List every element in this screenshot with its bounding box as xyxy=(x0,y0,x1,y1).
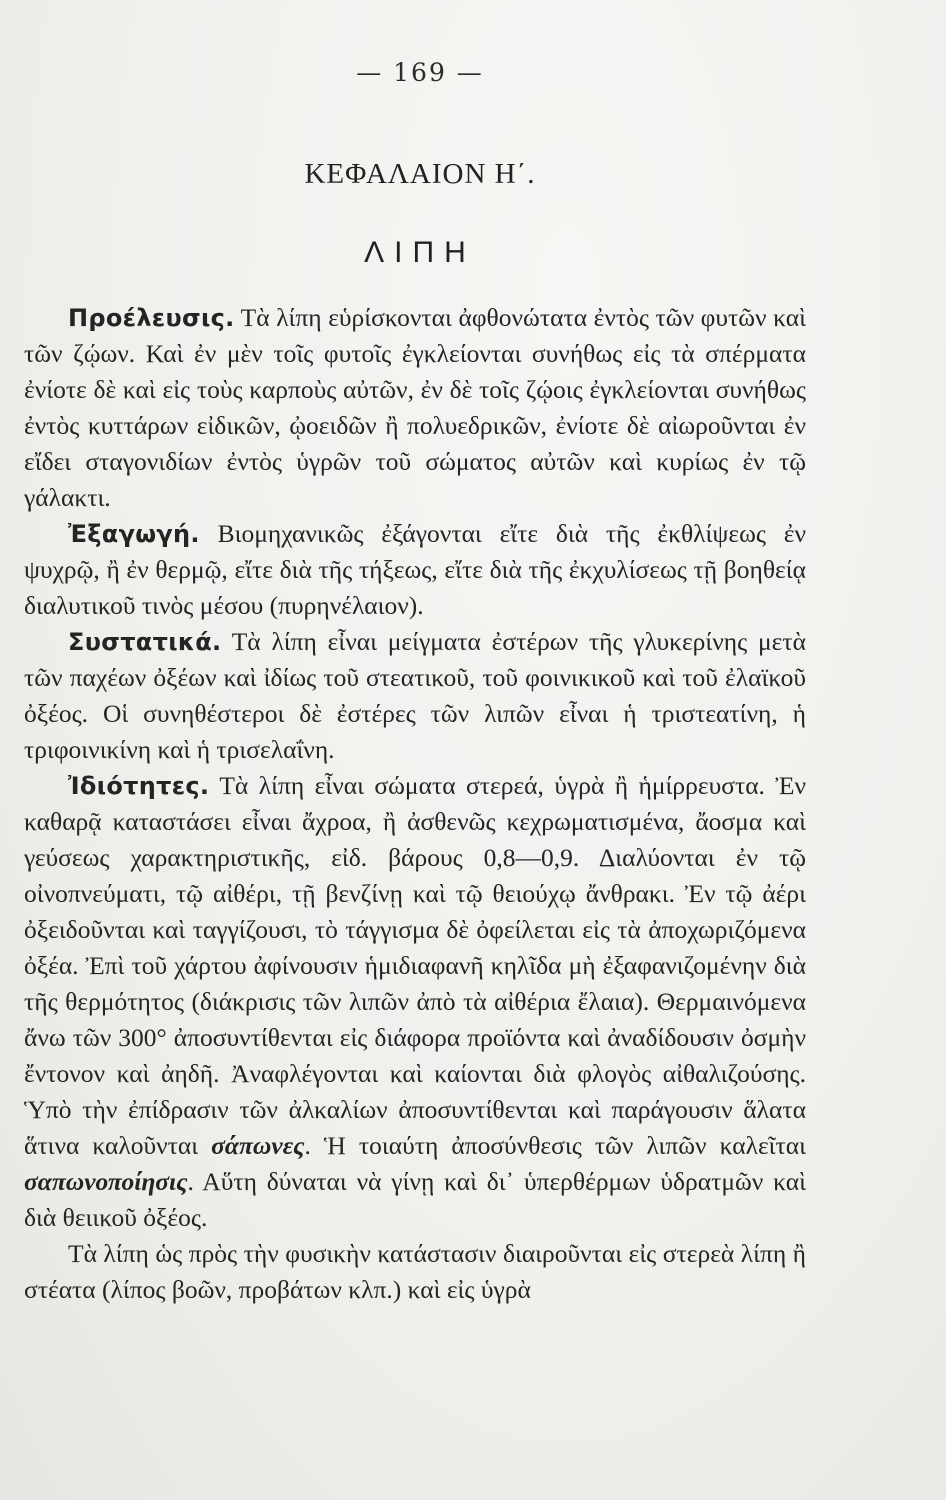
term-saponification: σαπωνοποίησις xyxy=(24,1167,188,1196)
chapter-heading: ΚΕΦΑΛΑΙΟΝ Η΄. xyxy=(304,158,536,190)
paragraph-text: Τὰ λίπη εἶναι μείγματα ἐστέρων τῆς γλυκερίνης μετὰ τῶν παχέων ὀξέων καὶ ἰδίως τοῦ στεατικοῦ, τοῦ φοινικικοῦ καὶ τοῦ ἐλαϊκοῦ ὀξέος. Οἱ συνηθέστεροι δὲ ἐστέρες τῶν λιπῶν εἶναι ἡ τριστεατίνη, ἡ τριφοινικίνη καὶ ἡ τρισελαΐνη. xyxy=(24,627,806,764)
page-number: — 169 — xyxy=(356,58,484,87)
paragraph-text: Τὰ λίπη εὑρίσκονται ἀφθονώτατα ἐντὸς τῶν φυτῶν καὶ τῶν ζῴων. Καὶ ἐν μὲν τοῖς φυτοῖς ἐγκλείονται συνήθως εἰς τὰ σπέρματα ἐνίοτε δὲ καὶ εἰς τοὺς καρποὺς αὐτῶν, ἐν δὲ τοῖς ζῴοις ἐγκλείονται συνήθως ἐντὸς κυττάρων εἰδικῶν, ᾠοειδῶν ἢ πολυεδρικῶν, ἐνίοτε δὲ αἰωροῦνται ἐν εἴδει σταγονιδίων ἐντὸς ὑγρῶν τοῦ σώματος αὐτῶν καὶ κυρίως ἐν τῷ γάλακτι. xyxy=(24,303,806,512)
section-title: ΛΙΠΗ xyxy=(364,236,476,269)
paragraph-text: Τὰ λίπη εἶναι σώματα στερεά, ὑγρὰ ἢ ἡμίρρευστα. Ἐν καθαρᾷ καταστάσει εἶναι ἄχροα, ἢ ἀσθενῶς κεχρωματισμένα, ἄοσμα καὶ γεύσεως χαρακτηριστικῆς, εἰδ. βάρους 0,8—0,9. Διαλύονται ἐν τῷ οἰνοπνεύματι, τῷ αἰθέρι, τῇ βενζίνῃ καὶ τῷ θειούχῳ ἄνθρακι. Ἐν τῷ ἀέρι ὀξειδοῦνται καὶ ταγγίζουσι, τὸ τάγγισμα δὲ ὀφείλεται εἰς τὰ ἀποχωριζόμενα ὀξέα. Ἐπὶ τοῦ χάρτου ἀφίνουσιν ἡμιδιαφανῆ κηλῖδα μὴ ἐξαφανιζομένην διὰ τῆς θερμότητος (διάκρισις τῶν λιπῶν ἀπὸ τὰ αἰθέρια ἔλαια). Θερμαινόμενα ἄνω τῶν 300° ἀποσυντίθενται εἰς διάφορα προϊόντα καὶ ἀναδίδουσιν ὀσμὴν ἔντονον καὶ ἀηδῆ. Ἀναφλέγονται καὶ καίονται διὰ φλογὸς αἰθαλιζούσης. Ὑπὸ τὴν ἐπίδρασιν τῶν ἀλκαλίων ἀποσυντίθενται καὶ παράγουσιν ἅλατα ἅτινα καλοῦνται xyxy=(24,771,806,1160)
paragraph-heading: Συστατικά. xyxy=(68,628,222,656)
paragraph-heading: Ἐξαγωγή. xyxy=(68,520,200,548)
paragraph-heading: Προέλευσις. xyxy=(68,304,235,332)
term-soaps: σάπωνες xyxy=(211,1131,305,1160)
paragraph-extraction xyxy=(24,516,806,624)
paragraph-constituents xyxy=(24,624,806,768)
paragraph-text: Τὰ λίπη ὡς πρὸς τὴν φυσικὴν κατάστασιν διαιροῦνται εἰς στερεὰ λίπη ἢ στέατα (λίπος βοῶν, προβάτων κλπ.) καὶ εἰς ὑγρὰ xyxy=(24,1239,806,1304)
paragraph-text: . Αὕτη δύναται νὰ γίνῃ καὶ δι᾽ ὑπερθέρμων ὑδρατμῶν καὶ διὰ θειικοῦ ὀξέος. xyxy=(24,1167,806,1232)
paragraph-text: Βιομηχανικῶς ἐξάγονται εἴτε διὰ τῆς ἐκθλίψεως ἐν ψυχρῷ, ἢ ἐν θερμῷ, εἴτε διὰ τῆς τήξεως, εἴτε διὰ τῆς ἐκχυλίσεως τῇ βοηθείᾳ διαλυτικοῦ τινὸς μέσου (πυρηνέλαιον). xyxy=(24,519,806,620)
paragraph-heading: Ἰδιότητες. xyxy=(68,772,210,800)
paragraph-origin xyxy=(24,300,806,516)
paragraph-classification xyxy=(24,1236,806,1308)
body-text xyxy=(24,300,806,1308)
paragraph-properties xyxy=(24,768,806,1236)
paragraph-text: . Ἡ τοιαύτη ἀποσύνθεσις τῶν λιπῶν καλεῖται xyxy=(304,1131,806,1160)
